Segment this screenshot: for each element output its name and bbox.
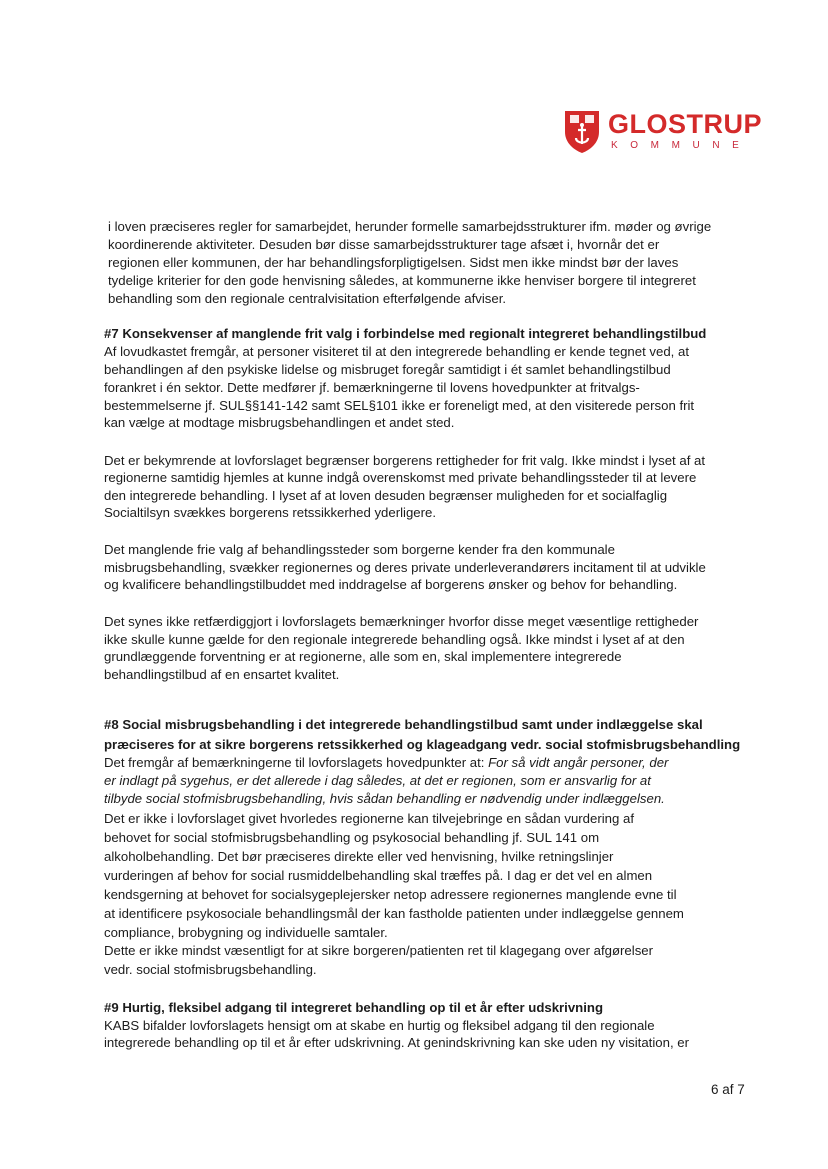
text-line: behovet for social stofmisbrugsbehandling og psykosocial behandling jf. SUL 141 om — [104, 830, 600, 845]
text-line: koordinerende aktiviteter. Desuden bør disse samarbejdsstrukturer tage afsæt i, hvornår det er — [108, 237, 660, 252]
quoted-text-line: er indlagt på sygehus, er det allerede i dag således, at det er regionen, som er ansvarlig for at — [104, 773, 651, 788]
text-segment: Det fremgår af bemærkningerne til lovforslagets hovedpunkter at: — [104, 755, 489, 770]
text-line: behandlingen af den psykiske lidelse og misbruget foregår samtidigt i ét samlet behandlingstilbud — [104, 362, 671, 377]
text-line: compliance, brobygning og individuelle samtaler. — [104, 925, 388, 940]
text-line: alkoholbehandling. Det bør præciseres direkte eller ved henvisning, hvilke retningslinjer — [104, 849, 614, 864]
text-line: Det er ikke i lovforslaget givet hvorledes regionerne kan tilvejebringe en sådan vurdering af — [104, 811, 634, 826]
text-line: grundlæggende forventning er at regionerne, alle som en, skal implementere integrerede — [104, 649, 622, 664]
text-line: kendsgerning at behovet for socialsygeplejersker netop adressere regionernes manglende evne til — [104, 887, 677, 902]
text-line: ikke skulle kunne gælde for den regionale integrerede behandling også. Ikke mindst i lyset af at den — [104, 632, 685, 647]
municipal-crest-icon — [562, 108, 602, 154]
text-line: i loven præciseres regler for samarbejdet, herunder formelle samarbejdsstrukturer ifm. møder og øvrige — [108, 219, 712, 234]
text-line: Socialtilsyn svækkes borgerens retssikkerhed yderligere. — [104, 505, 437, 520]
section-heading-7: #7 Konsekvenser af manglende frit valg i forbindelse med regionalt integreret behandlingstilbud — [104, 326, 707, 341]
text-line: Dette er ikke mindst væsentligt for at sikre borgeren/patienten ret til klagegang over afgørelser — [104, 943, 654, 958]
text-line: Det synes ikke retfærdiggjort i lovforslagets bemærkninger hvorfor disse meget væsentlige rettigheder — [104, 614, 699, 629]
text-line: den integrerede behandling. I lyset af at loven desuden begrænser muligheden for et socialfaglig — [104, 488, 668, 503]
section-heading-9: #9 Hurtig, fleksibel adgang til integreret behandling op til et år efter udskrivning — [104, 1000, 604, 1015]
glostrup-kommune-logo — [562, 108, 762, 154]
text-line: Det er bekymrende at lovforslaget begrænser borgerens rettigheder for frit valg. Ikke mindst i lyset af at — [104, 453, 706, 468]
text-line: vurderingen af behov for social rusmiddelbehandling skal træffes på. I dag er det vel en almen — [104, 868, 653, 883]
quoted-text-line: tilbyde social stofmisbrugsbehandling, hvis sådan behandling er nødvendig under indlæggelsen. — [104, 791, 665, 806]
logo-subtitle: KOMMUNE — [611, 140, 752, 151]
text-line: kan vælge at modtage misbrugsbehandlingen et andet sted. — [104, 415, 455, 430]
text-line: tydelige kriterier for den gode henvisning således, at kommunerne ikke henviser borgere til integreret — [108, 273, 696, 288]
page-number: 6 af 7 — [711, 1082, 745, 1097]
text-line: regionerne samtidig hjemles at kunne indgå overenskomst med private behandlingssteder til at levere — [104, 470, 697, 485]
text-line: at identificere psykosociale behandlingsmål der kan fastholde patienten under indlæggelse gennem — [104, 906, 684, 921]
text-line: behandling som den regionale centralvisitation efterfølgende afviser. — [108, 291, 507, 306]
text-line: Det manglende frie valg af behandlingssteder som borgerne kender fra den kommunale — [104, 542, 615, 557]
text-line: behandlingstilbud af en ensartet kvalitet. — [104, 667, 340, 682]
text-line: bestemmelserne jf. SUL§§141-142 samt SEL§101 ikke er foreneligt med, at den visiterede person frit — [104, 398, 695, 413]
text-line: KABS bifalder lovforslagets hensigt om at skabe en hurtig og fleksibel adgang til den regionale — [104, 1018, 655, 1033]
text-line: regionen eller kommunen, der har behandlingsforpligtigelsen. Sidst men ikke mindst bør der laves — [108, 255, 679, 270]
text-line: forankret i én sektor. Dette medfører jf. bemærkningerne til lovens hovedpunkter at fritvalgs- — [104, 380, 640, 395]
text-line: og kvalificere behandlingstilbuddet med inddragelse af borgerens ønsker og behov for behandling. — [104, 577, 678, 592]
quoted-text-segment: For så vidt angår personer, der — [488, 755, 669, 770]
text-line: vedr. social stofmisbrugsbehandling. — [104, 962, 317, 977]
section-heading-8: præciseres for at sikre borgerens retssikkerhed og klageadgang vedr. social stofmisbrugsbehandling — [104, 737, 741, 752]
text-line — [104, 754, 668, 771]
text-line: integrerede behandling op til et år efter udskrivning. At genindskrivning kan ske uden ny visitation, er — [104, 1035, 689, 1050]
text-line: Af lovudkastet fremgår, at personer visiteret til at den integrerede behandling er kende tegnet ved, at — [104, 344, 690, 359]
section-heading-8: #8 Social misbrugsbehandling i det integrerede behandlingstilbud samt under indlæggelse skal — [104, 717, 703, 732]
logo-name: GLOSTRUP — [608, 109, 763, 139]
text-line: misbrugsbehandling, svækker regionernes og deres private underleverandørers incitament til at udvikle — [104, 560, 706, 575]
